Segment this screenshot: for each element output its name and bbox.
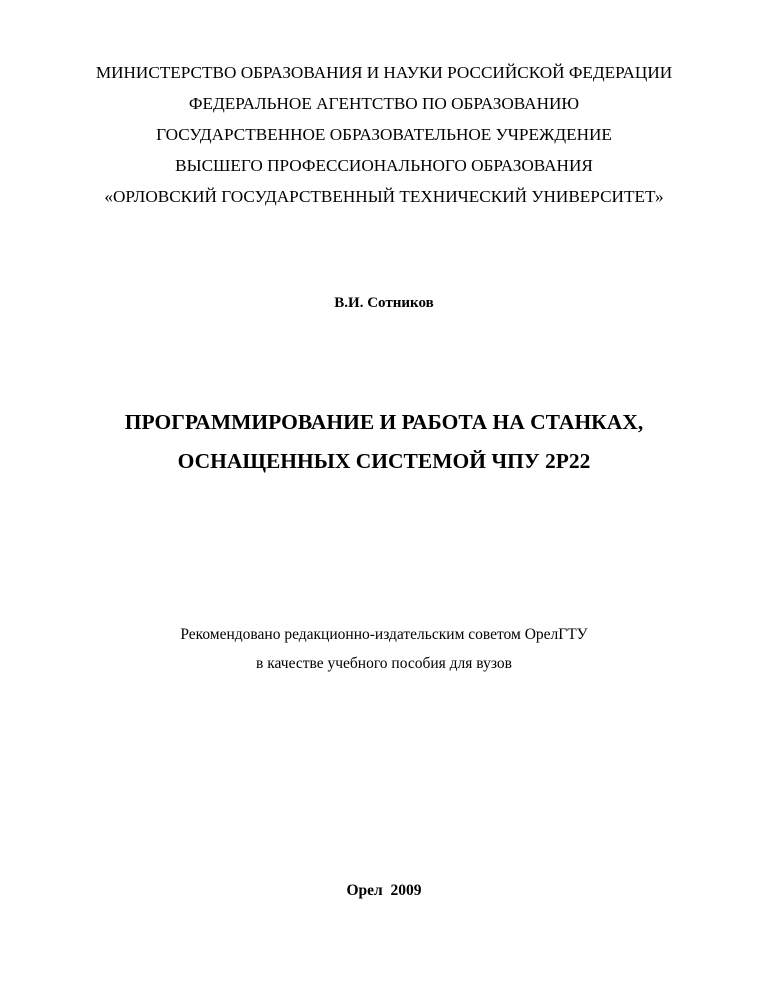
- author-name: В.И. Сотников: [334, 295, 434, 311]
- ministry-line: МИНИСТЕРСТВО ОБРАЗОВАНИЯ И НАУКИ РОССИЙСКОЙ ФЕДЕРАЦИИ: [95, 63, 673, 82]
- book-title-line-2: ОСНАЩЕННЫХ СИСТЕМОЙ ЧПУ 2Р22: [177, 449, 591, 473]
- education-level-line: ВЫСШЕГО ПРОФЕССИОНАЛЬНОГО ОБРАЗОВАНИЯ: [175, 156, 593, 175]
- university-name-line: «ОРЛОВСКИЙ ГОСУДАРСТВЕННЫЙ ТЕХНИЧЕСКИЙ УНИВЕРСИТЕТ»: [104, 187, 664, 206]
- city-year: Орел 2009: [346, 882, 422, 899]
- institution-type-line: ГОСУДАРСТВЕННОЕ ОБРАЗОВАТЕЛЬНОЕ УЧРЕЖДЕНИЕ: [156, 125, 612, 144]
- book-title-line-1: ПРОГРАММИРОВАНИЕ И РАБОТА НА СТАНКАХ,: [124, 410, 644, 434]
- recommendation-line-2: в качестве учебного пособия для вузов: [256, 655, 512, 672]
- agency-line: ФЕДЕРАЛЬНОЕ АГЕНТСТВО ПО ОБРАЗОВАНИЮ: [188, 94, 580, 113]
- recommendation-line-1: Рекомендовано редакционно-издательским советом ОрелГТУ: [180, 626, 588, 643]
